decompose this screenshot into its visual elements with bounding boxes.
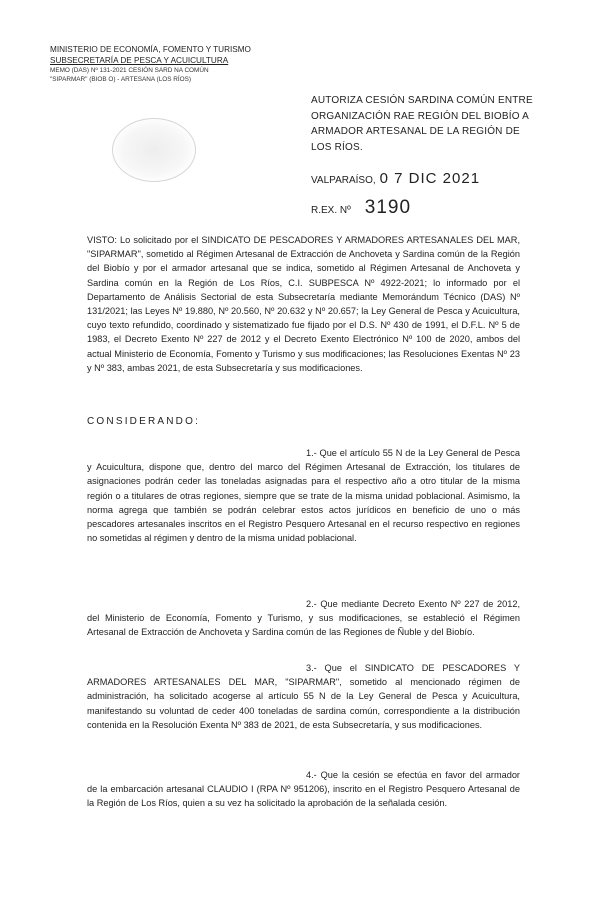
letterhead bbox=[50, 44, 251, 84]
resolution-line bbox=[311, 197, 411, 219]
document-title: AUTORIZA CESIÓN SARDINA COMÚN ENTRE ORGANIZACIÓN RAE REGIÓN DEL BIOBÍO A ARMADOR ARTESANAL DE LA REGIÓN DE LOS RÍOS. bbox=[311, 95, 533, 153]
date-place: VALPARAÍSO, bbox=[311, 175, 376, 186]
subsecretariat-name: SUBSECRETARÍA DE PESCA Y ACUICULTURA bbox=[50, 56, 229, 65]
date-stamp: 0 7 DIC 2021 bbox=[379, 170, 481, 187]
considerando-item-1: 1.- Que el artículo 55 N de la Ley General de Pesca y Acuicultura, dispone que, dentro del marco del Régimen Artesanal de Extracción, los titulares de asignaciones podrán ceder las toneladas asignadas para el respectivo año a otro titular de la misma región o a titulares de otras regiones, siempre que se trate de la misma unidad poblacional. Asimismo, la norma agrega que también se podrán celebrar estos actos jurídicos en beneficio de uno o más pescadores artesanales inscritos en el Registro Pesquero Artesanal en el recurso respectivo en regiones no sometidas al régimen y dentro de la misma unidad poblacional. bbox=[87, 448, 520, 544]
memo-subject: "SIPARMAR" (BIOB O) - ARTESANA (LOS RÍOS) bbox=[50, 76, 192, 83]
resolution-label: R.EX. Nº bbox=[311, 205, 351, 216]
date-line bbox=[311, 170, 480, 187]
visto-paragraph: VISTO: Lo solicitado por el SINDICATO DE PESCADORES Y ARMADORES ARTESANALES DEL MAR, "SIPARMAR", sometido al Régimen Artesanal de Extracción de Anchoveta y Sardina común de la Región del Biobío y por el armador artesanal que se indica, sometido al Régimen Artesanal de Anchoveta y Sardina común en la Región de Los Ríos, C.I. SUBPESCA Nº 4922-2021; lo informado por el Departamento de Análisis Sectorial de esta Subsecretaría mediante Memorándum Técnico (DAS) Nº 131/2021; las Leyes Nº 19.880, Nº 20.560, Nº 20.632 y Nº 20.657; la Ley General de Pesca y Acuicultura, cuyo texto refundido, coordinado y sistematizado fue fijado por el D.S. Nº 430 de 1991, el D.F.L. Nº 5 de 1983, el Decreto Exento Nº 227 de 2012 y el Decreto Exento Electrónico Nº 100 de 2020, ambos del actual Ministerio de Economía, Fomento y Turismo y sus modificaciones; las Resoluciones Exentas Nº 23 y Nº 383, ambas 2021, de esta Subsecretaría y sus modificaciones. bbox=[87, 235, 520, 373]
considerando-heading: CONSIDERANDO: bbox=[87, 416, 201, 427]
official-seal-stamp bbox=[112, 118, 196, 182]
resolution-number: 3190 bbox=[364, 197, 412, 218]
considerando-item-2: 2.- Que mediante Decreto Exento Nº 227 de 2012, del Ministerio de Economía, Fomento y Turismo, y sus modificaciones, se estableció el Régimen Artesanal de Extracción de Anchoveta y Sardina común de las Regiones de Ñuble y del Biobío. bbox=[87, 599, 520, 638]
memo-reference: MEMO (DAS) Nº 131-2021 CESIÓN SARD NA COMÚN bbox=[50, 67, 209, 74]
ministry-name: MINISTERIO DE ECONOMÍA, FOMENTO Y TURISMO bbox=[50, 45, 251, 54]
considerando-item-4: 4.- Que la cesión se efectúa en favor del armador de la embarcación artesanal CLAUDIO I (RPA Nº 951206), inscrito en el Registro Pesquero Artesanal de la Región de Los Ríos, quien a su vez ha solicitado la aprobación de la señalada cesión. bbox=[87, 770, 520, 809]
considerando-item-3: 3.- Que el SINDICATO DE PESCADORES Y ARMADORES ARTESANALES DEL MAR, "SIPARMAR", sometido al mencionado régimen de administración, ha solicitado acogerse al artículo 55 N de la Ley General de Pesca y Acuicultura, manifestando su voluntad de ceder 400 toneladas de sardina común, correspondiente a la distribución contenida en la Resolución Exenta Nº 383 de 2021, de esta Subsecretaría, y sus modificaciones. bbox=[87, 663, 520, 730]
